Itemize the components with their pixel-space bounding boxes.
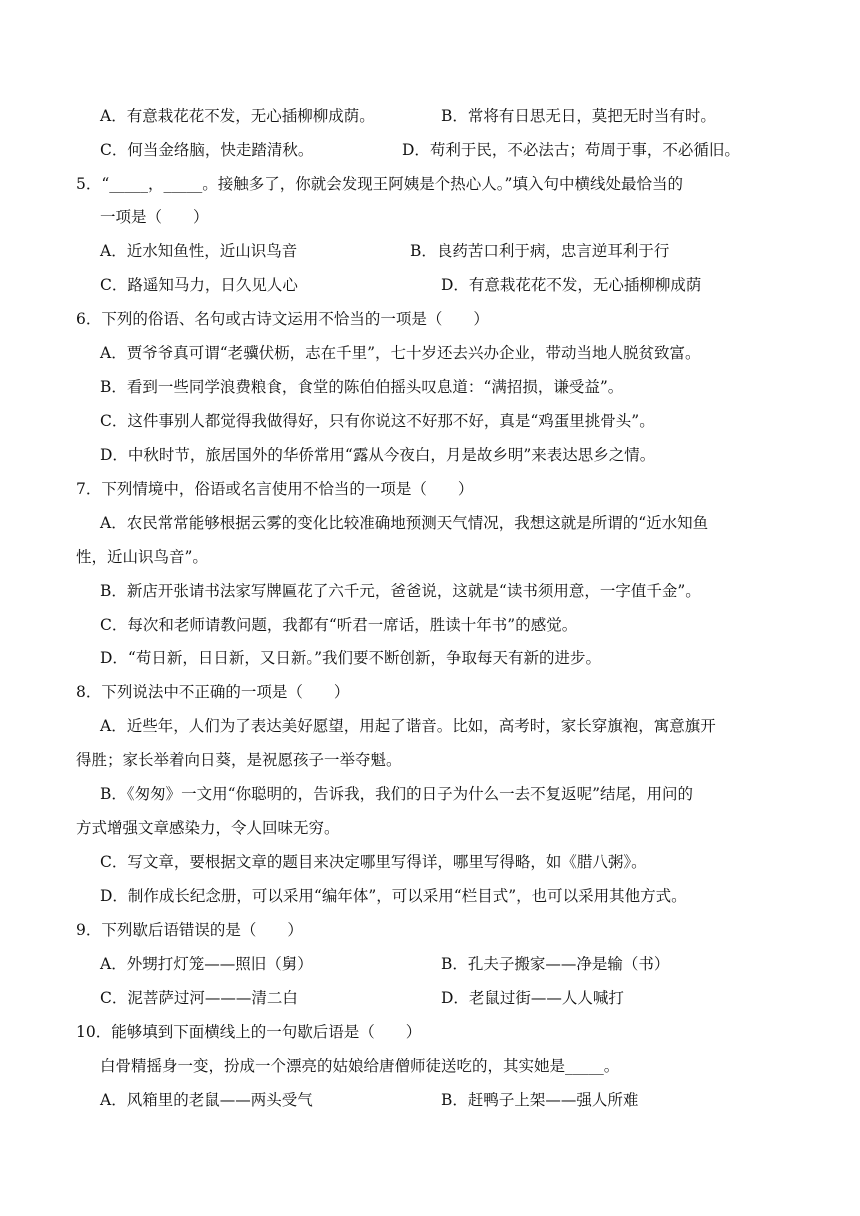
q6-option-d: D．中秋时节，旅居国外的华侨常用“露从今夜白，月是故乡明”来表达思乡之情。 — [100, 446, 656, 464]
q10-context: 白骨精摇身一变，扮成一个漂亮的姑娘给唐僧师徒送吃的，其实她是_____。 — [100, 1057, 620, 1075]
q8-option-b-line2: 方式增强文章感染力，令人回味无穷。 — [76, 819, 340, 837]
q6-option-c: C．这件事别人都觉得我做得好，只有你说这不好那不好，真是“鸡蛋里挑骨头”。 — [100, 412, 655, 430]
q5-option-d: D．有意栽花花不发，无心插柳柳成荫 — [441, 276, 702, 294]
q7-option-b: B．新店开张请书法家写牌匾花了六千元，爸爸说，这就是“读书须用意，一字值千金”。 — [100, 582, 701, 600]
q5-option-a: A．近水知鱼性，近山识鸟音 — [100, 242, 298, 260]
q8-option-b-line1: B．《匆匆》一文用“你聪明的，告诉我，我们的日子为什么一去不复返呢”结尾，用问的 — [100, 785, 693, 803]
q9-option-b: B．孔夫子搬家——净是输（书） — [441, 955, 670, 973]
q6-option-b: B．看到一些同学浪费粮食，食堂的陈伯伯摇头叹息道：“满招损，谦受益”。 — [100, 378, 624, 396]
q8-option-c: C．写文章，要根据文章的题目来决定哪里写得详，哪里写得略，如《腊八粥》。 — [100, 853, 647, 871]
q5-option-b: B．良药苦口利于病，忠言逆耳利于行 — [410, 242, 670, 260]
q7-option-a-line2: 性，近山识鸟音”。 — [76, 548, 208, 566]
q5-option-c: C．路遥知马力，日久见人心 — [100, 276, 298, 294]
q6-stem: 6．下列的俗语、名句或古诗文运用不恰当的一项是（ ） — [76, 310, 489, 328]
q7-option-d: D．“苟日新，日日新，又日新。”我们要不断创新，争取每天有新的进步。 — [100, 649, 602, 667]
q8-stem: 8．下列说法中不正确的一项是（ ） — [76, 683, 350, 701]
q9-option-a: A．外甥打灯笼——照旧（舅） — [100, 955, 313, 973]
q10-option-b: B．赶鸭子上架——强人所难 — [441, 1091, 639, 1109]
q10-stem: 10．能够填到下面横线上的一句歇后语是（ ） — [76, 1023, 422, 1041]
q8-option-a-line2: 得胜；家长举着向日葵，是祝愿孩子一举夺魁。 — [76, 751, 402, 769]
q4-option-a: A．有意栽花花不发，无心插柳柳成荫。 — [100, 107, 375, 125]
q6-option-a: A．贾爷爷真可谓“老骥伏枥，志在千里”，七十岁还去兴办企业，带动当地人脱贫致富。 — [100, 344, 701, 362]
q5-stem-line2: 一项是（ ） — [100, 208, 209, 226]
q9-option-d: D．老鼠过街——人人喊打 — [441, 989, 624, 1007]
q7-stem: 7．下列情境中，俗语或名言使用不恰当的一项是（ ） — [76, 480, 474, 498]
q4-option-c: C．何当金络脑，快走踏清秋。 — [100, 141, 314, 159]
q8-option-a-line1: A．近些年，人们为了表达美好愿望，用起了谐音。比如，高考时，家长穿旗袍，寓意旗开 — [100, 717, 716, 735]
q7-option-c: C．每次和老师请教问题，我都有“听君一席话，胜读十年书”的感觉。 — [100, 616, 578, 634]
q9-option-c: C．泥菩萨过河———清二白 — [100, 989, 298, 1007]
q5-stem-line1: 5．“_____，_____。接触多了，你就会发现王阿姨是个热心人。”填入句中横线处最恰当的 — [76, 175, 683, 193]
q8-option-d: D．制作成长纪念册，可以采用“编年体”，可以采用“栏目式”，也可以采用其他方式。 — [100, 887, 687, 905]
q4-option-b: B．常将有日思无日，莫把无时当有时。 — [441, 107, 716, 125]
q9-stem: 9．下列歇后语错误的是（ ） — [76, 921, 303, 939]
q7-option-a-line1: A．农民常常能够根据云雾的变化比较准确地预测天气情况，我想这就是所谓的“近水知鱼 — [100, 514, 709, 532]
q10-option-a: A．风箱里的老鼠——两头受气 — [100, 1091, 313, 1109]
q4-option-d: D．苟利于民，不必法古；苟周于事，不必循旧。 — [402, 141, 740, 159]
